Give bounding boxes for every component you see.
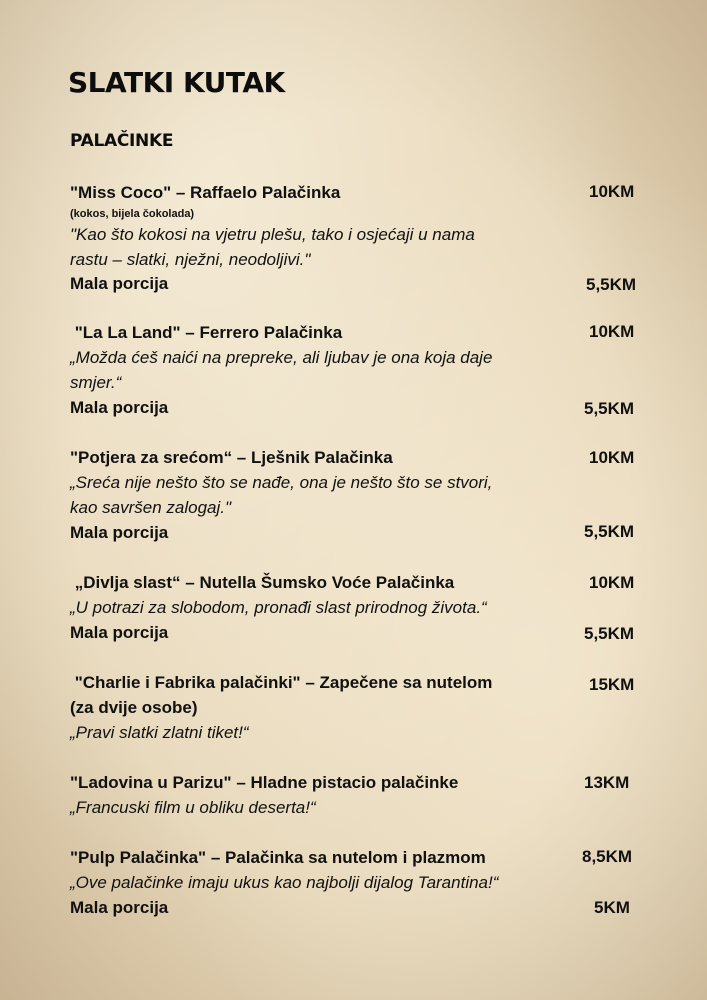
- small-portion-price: 5KM: [594, 898, 630, 917]
- item-quote-line: „Sreća nije nešto što se nađe, ona je nešto što se stvori,: [70, 473, 493, 492]
- small-portion-price: 5,5KM: [584, 624, 635, 643]
- item-quote-line: rastu – slatki, nježni, neodoljivi.": [70, 250, 311, 269]
- section-heading: PALAČINKE: [70, 131, 174, 151]
- item-name: "Pulp Palačinka" – Palačinka sa nutelom i plazmom: [70, 848, 486, 867]
- item-quote-line: smjer.“: [70, 373, 122, 392]
- item-quote-line: „Pravi slatki zlatni tiket!“: [70, 723, 249, 742]
- item-name: „Divlja slast“ – Nutella Šumsko Voće Palačinka: [70, 573, 455, 592]
- small-portion-price: 5,5KM: [584, 522, 635, 541]
- small-portion-label: Mala porcija: [70, 898, 169, 917]
- item-quote-line: "Kao što kokosi na vjetru plešu, tako i osjećaji u nama: [70, 225, 475, 244]
- item-name: "Miss Coco" – Raffaelo Palačinka: [70, 183, 341, 202]
- item-note: (kokos, bijela čokolada): [70, 208, 195, 220]
- item-price: 10KM: [589, 182, 635, 201]
- item-quote-line: „Možda ćeš naići na prepreke, ali ljubav je ona koja daje: [70, 348, 493, 367]
- item-name: "Ladovina u Parizu" – Hladne pistacio palačinke: [70, 773, 459, 792]
- item-quote-line: „Ove palačinke imaju ukus kao najbolji dijalog Tarantina!“: [70, 873, 499, 892]
- small-portion-label: Mala porcija: [70, 274, 169, 293]
- item-quote-line: „Francuski film u obliku deserta!“: [70, 798, 316, 817]
- item-name: "Potjera za srećom“ – Lješnik Palačinka: [70, 448, 393, 467]
- item-name-line: "Charlie i Fabrika palačinki" – Zapečene sa nutelom: [70, 673, 493, 692]
- item-price: 10KM: [589, 322, 635, 341]
- item-price: 10KM: [589, 448, 635, 467]
- page-title: SLATKI KUTAK: [68, 66, 285, 99]
- item-name-line: (za dvije osobe): [70, 698, 198, 717]
- item-price: 8,5KM: [582, 847, 633, 866]
- item-price: 15KM: [589, 675, 635, 694]
- item-price: 13KM: [584, 773, 630, 792]
- item-quote-line: „U potrazi za slobodom, pronađi slast prirodnog života.“: [70, 598, 487, 617]
- item-quote-line: kao savršen zalogaj.": [70, 498, 232, 517]
- small-portion-label: Mala porcija: [70, 398, 169, 417]
- small-portion-price: 5,5KM: [584, 399, 635, 418]
- item-price: 10KM: [589, 573, 635, 592]
- small-portion-label: Mala porcija: [70, 623, 169, 642]
- small-portion-label: Mala porcija: [70, 523, 169, 542]
- item-name: "La La Land" – Ferrero Palačinka: [70, 323, 343, 342]
- small-portion-price: 5,5KM: [586, 275, 637, 294]
